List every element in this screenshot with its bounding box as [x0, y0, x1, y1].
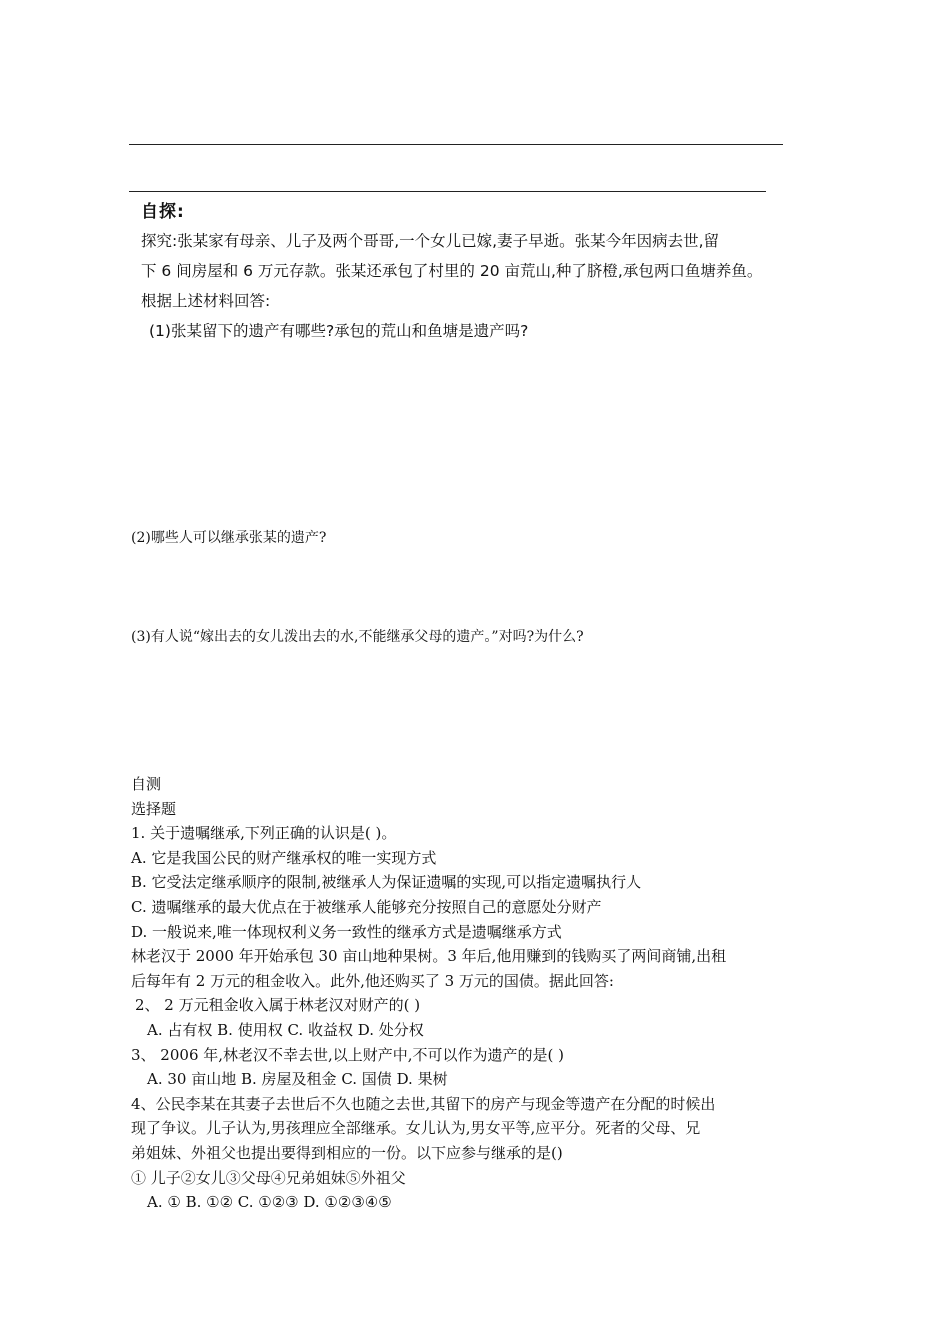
material-line: 林老汉于 2000 年开始承包 30 亩山地种果树。3 年后,他用赚到的钱购买了两间商铺,出租: [131, 947, 727, 966]
question-1-option-b: B. 它受法定继承顺序的限制,被继承人为保证遗嘱的实现,可以指定遗嘱执行人: [131, 873, 642, 892]
explore-paragraph-line: 探究:张某家有母亲、儿子及两个哥哥,一个女儿已嫁,妻子早逝。张某今年因病去世,留: [141, 232, 720, 250]
question-1-stem: 1. 关于遗嘱继承,下列正确的认识是( )。: [131, 824, 397, 843]
question-4-stem-line: 4、公民李某在其妻子去世后不久也随之去世,其留下的房产与现金等遗产在分配的时候出: [131, 1094, 716, 1113]
question-3-stem: 3、 2006 年,林老汉不幸去世,以上财产中,不可以作为遗产的是( ): [131, 1045, 565, 1064]
question-2-stem: 2、 2 万元租金收入属于林老汉对财产的( ): [135, 996, 421, 1015]
answer-line-2: [129, 191, 766, 192]
question-4-items: ① 儿子②女儿③父母④兄弟姐妹⑤外祖父: [131, 1168, 406, 1187]
question-1-option-c: C. 遗嘱继承的最大优点在于被继承人能够充分按照自己的意愿处分财产: [131, 897, 602, 916]
explore-paragraph-line: 根据上述材料回答:: [141, 292, 271, 310]
explore-heading: 自探:: [141, 202, 185, 222]
question-1-option-a: A. 它是我国公民的财产继承权的唯一实现方式: [131, 848, 437, 867]
answer-line-1: [129, 144, 783, 145]
material-line: 后每年有 2 万元的租金收入。此外,他还购买了 3 万元的国债。据此回答:: [131, 971, 614, 990]
question-2-options: A. 占有权 B. 使用权 C. 收益权 D. 处分权: [147, 1020, 424, 1039]
question-4-stem-line: 弟姐妹、外祖父也提出要得到相应的一份。以下应参与继承的是(): [131, 1143, 563, 1162]
question-3-options: A. 30 亩山地 B. 房屋及租金 C. 国债 D. 果树: [147, 1070, 448, 1089]
question-4-options: A. ① B. ①② C. ①②③ D. ①②③④⑤: [147, 1193, 392, 1212]
explore-question-3: (3)有人说“嫁出去的女儿泼出去的水,不能继承父母的遗产。”对吗?为什么?: [131, 629, 584, 645]
question-4-stem-line: 现了争议。儿子认为,男孩理应全部继承。女儿认为,男女平等,应平分。死者的父母、兄: [131, 1119, 701, 1138]
question-1-option-d: D. 一般说来,唯一体现权利义务一致性的继承方式是遗嘱继承方式: [131, 922, 562, 941]
explore-paragraph-line: 下 6 间房屋和 6 万元存款。张某还承包了村里的 20 亩荒山,种了脐橙,承包两口鱼塘养鱼。: [141, 262, 763, 280]
explore-section: [141, 226, 841, 346]
explore-question-2: (2)哪些人可以继承张某的遗产?: [131, 530, 327, 546]
selftest-title: 自测: [131, 775, 162, 793]
explore-question-1: (1)张某留下的遗产有哪些?承包的荒山和鱼塘是遗产吗?: [149, 322, 529, 340]
selftest-section: [131, 772, 821, 1215]
selftest-subtitle: 选择题: [131, 799, 177, 818]
